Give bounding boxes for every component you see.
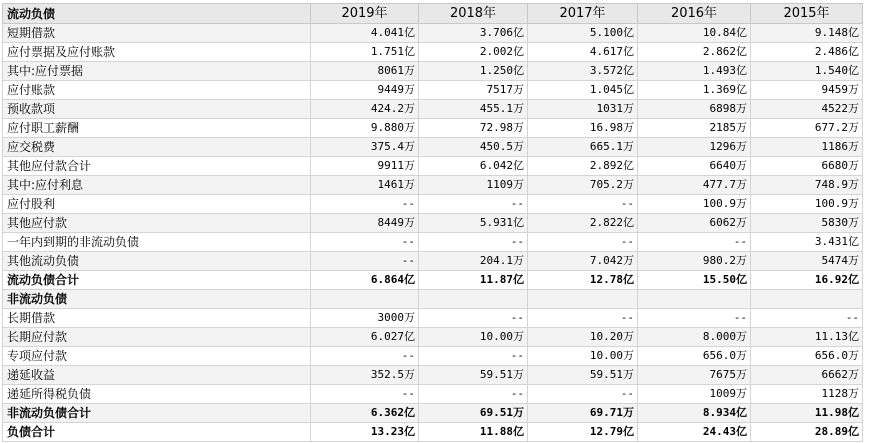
cell-value: 11.13亿 — [751, 328, 863, 347]
cell-value: 11.88亿 — [419, 423, 528, 442]
cell-value: 450.5万 — [419, 138, 528, 157]
table-row — [3, 290, 863, 309]
row-label: 短期借款 — [3, 24, 311, 43]
cell-value: 10.00万 — [419, 328, 528, 347]
cell-value: 705.2万 — [528, 176, 638, 195]
cell-value: 204.1万 — [419, 252, 528, 271]
table-row — [3, 328, 863, 347]
cell-value: 16.92亿 — [751, 271, 863, 290]
cell-value: 6.027亿 — [311, 328, 419, 347]
cell-value: 5.931亿 — [419, 214, 528, 233]
section-label-current-liabilities: 流动负债 — [3, 4, 311, 24]
cell-value: 10.84亿 — [638, 24, 751, 43]
cell-value: 9.880万 — [311, 119, 419, 138]
table-row — [3, 404, 863, 423]
cell-value: -- — [751, 309, 863, 328]
cell-value: 7517万 — [419, 81, 528, 100]
row-label: 负债合计 — [3, 423, 311, 442]
row-label: 流动负债合计 — [3, 271, 311, 290]
cell-value: 7.042万 — [528, 252, 638, 271]
row-label: 应付职工薪酬 — [3, 119, 311, 138]
cell-value: 3.431亿 — [751, 233, 863, 252]
row-label: 应付账款 — [3, 81, 311, 100]
year-header-2019: 2019年 — [311, 4, 419, 24]
cell-value: 5.100亿 — [528, 24, 638, 43]
cell-value — [419, 290, 528, 309]
cell-value: 1031万 — [528, 100, 638, 119]
cell-value — [311, 290, 419, 309]
cell-value: -- — [419, 195, 528, 214]
cell-value: 10.20万 — [528, 328, 638, 347]
cell-value: 16.98万 — [528, 119, 638, 138]
cell-value: 3.706亿 — [419, 24, 528, 43]
cell-value — [638, 290, 751, 309]
cell-value: 1109万 — [419, 176, 528, 195]
row-label: 应付股利 — [3, 195, 311, 214]
cell-value: 59.51万 — [528, 366, 638, 385]
table-row — [3, 62, 863, 81]
table-row — [3, 81, 863, 100]
row-label: 递延收益 — [3, 366, 311, 385]
cell-value: 6640万 — [638, 157, 751, 176]
cell-value: 5830万 — [751, 214, 863, 233]
cell-value: 9.148亿 — [751, 24, 863, 43]
row-label: 应付票据及应付账款 — [3, 43, 311, 62]
cell-value: 6.362亿 — [311, 404, 419, 423]
row-label: 其他流动负债 — [3, 252, 311, 271]
cell-value: 28.89亿 — [751, 423, 863, 442]
cell-value: 9449万 — [311, 81, 419, 100]
cell-value: 5474万 — [751, 252, 863, 271]
cell-value: 748.9万 — [751, 176, 863, 195]
cell-value: 6898万 — [638, 100, 751, 119]
table-row — [3, 157, 863, 176]
cell-value: -- — [311, 347, 419, 366]
year-header-2016: 2016年 — [638, 4, 751, 24]
cell-value: -- — [311, 195, 419, 214]
cell-value: 1.045亿 — [528, 81, 638, 100]
cell-value: -- — [528, 309, 638, 328]
cell-value: 6680万 — [751, 157, 863, 176]
cell-value: 1296万 — [638, 138, 751, 157]
row-label: 其他应付款合计 — [3, 157, 311, 176]
row-label: 一年内到期的非流动负债 — [3, 233, 311, 252]
cell-value: 100.9万 — [751, 195, 863, 214]
row-label: 递延所得税负债 — [3, 385, 311, 404]
cell-value: 3.572亿 — [528, 62, 638, 81]
row-label: 非流动负债合计 — [3, 404, 311, 423]
cell-value: 8449万 — [311, 214, 419, 233]
table-row — [3, 271, 863, 290]
cell-value: 11.98亿 — [751, 404, 863, 423]
row-label: 预收款项 — [3, 100, 311, 119]
cell-value: 656.0万 — [638, 347, 751, 366]
cell-value: -- — [419, 309, 528, 328]
header-row — [3, 4, 863, 24]
cell-value: 677.2万 — [751, 119, 863, 138]
cell-value: 1.369亿 — [638, 81, 751, 100]
cell-value: 11.87亿 — [419, 271, 528, 290]
cell-value: 13.23亿 — [311, 423, 419, 442]
cell-value: 980.2万 — [638, 252, 751, 271]
cell-value: 375.4万 — [311, 138, 419, 157]
table-row — [3, 43, 863, 62]
cell-value: 455.1万 — [419, 100, 528, 119]
cell-value: 4.041亿 — [311, 24, 419, 43]
cell-value: 8061万 — [311, 62, 419, 81]
cell-value: 1.751亿 — [311, 43, 419, 62]
cell-value: -- — [311, 385, 419, 404]
year-header-2015: 2015年 — [751, 4, 863, 24]
cell-value: -- — [419, 347, 528, 366]
table-row — [3, 423, 863, 442]
row-label: 长期借款 — [3, 309, 311, 328]
cell-value: 8.934亿 — [638, 404, 751, 423]
cell-value: 3000万 — [311, 309, 419, 328]
row-label: 应交税费 — [3, 138, 311, 157]
cell-value: 4522万 — [751, 100, 863, 119]
table-row — [3, 119, 863, 138]
cell-value: 10.00万 — [528, 347, 638, 366]
cell-value: 2185万 — [638, 119, 751, 138]
cell-value: -- — [528, 385, 638, 404]
cell-value: -- — [638, 309, 751, 328]
cell-value: 1186万 — [751, 138, 863, 157]
cell-value — [528, 290, 638, 309]
cell-value: 352.5万 — [311, 366, 419, 385]
liabilities-table — [2, 3, 863, 442]
cell-value: -- — [419, 233, 528, 252]
table-row — [3, 176, 863, 195]
cell-value: 1128万 — [751, 385, 863, 404]
cell-value: 424.2万 — [311, 100, 419, 119]
cell-value: 1461万 — [311, 176, 419, 195]
cell-value: 15.50亿 — [638, 271, 751, 290]
cell-value: -- — [311, 233, 419, 252]
cell-value: 2.892亿 — [528, 157, 638, 176]
cell-value: 2.486亿 — [751, 43, 863, 62]
cell-value: 69.71万 — [528, 404, 638, 423]
table-row — [3, 195, 863, 214]
cell-value: 6.042亿 — [419, 157, 528, 176]
cell-value: 9911万 — [311, 157, 419, 176]
table-row — [3, 347, 863, 366]
row-label: 其他应付款 — [3, 214, 311, 233]
row-label: 其中:应付利息 — [3, 176, 311, 195]
cell-value: 24.43亿 — [638, 423, 751, 442]
cell-value: 4.617亿 — [528, 43, 638, 62]
cell-value: 1.250亿 — [419, 62, 528, 81]
cell-value: -- — [638, 233, 751, 252]
cell-value: 477.7万 — [638, 176, 751, 195]
cell-value: 72.98万 — [419, 119, 528, 138]
row-label: 长期应付款 — [3, 328, 311, 347]
table-row — [3, 385, 863, 404]
cell-value: 100.9万 — [638, 195, 751, 214]
cell-value: 1.540亿 — [751, 62, 863, 81]
cell-value: 59.51万 — [419, 366, 528, 385]
cell-value: 2.862亿 — [638, 43, 751, 62]
cell-value: 2.822亿 — [528, 214, 638, 233]
table-row — [3, 366, 863, 385]
row-label: 其中:应付票据 — [3, 62, 311, 81]
table-row — [3, 214, 863, 233]
cell-value: 1.493亿 — [638, 62, 751, 81]
cell-value — [751, 290, 863, 309]
cell-value: -- — [311, 252, 419, 271]
cell-value: 12.79亿 — [528, 423, 638, 442]
cell-value: 6662万 — [751, 366, 863, 385]
cell-value: 665.1万 — [528, 138, 638, 157]
table-row — [3, 309, 863, 328]
cell-value: 9459万 — [751, 81, 863, 100]
cell-value: -- — [528, 195, 638, 214]
cell-value: 6.864亿 — [311, 271, 419, 290]
table-row — [3, 233, 863, 252]
row-label: 非流动负债 — [3, 290, 311, 309]
table-row — [3, 24, 863, 43]
cell-value: 12.78亿 — [528, 271, 638, 290]
cell-value: 2.002亿 — [419, 43, 528, 62]
cell-value: -- — [419, 385, 528, 404]
table-row — [3, 252, 863, 271]
cell-value: -- — [528, 233, 638, 252]
table-row — [3, 100, 863, 119]
cell-value: 656.0万 — [751, 347, 863, 366]
row-label: 专项应付款 — [3, 347, 311, 366]
cell-value: 1009万 — [638, 385, 751, 404]
cell-value: 8.000万 — [638, 328, 751, 347]
cell-value: 6062万 — [638, 214, 751, 233]
year-header-2017: 2017年 — [528, 4, 638, 24]
cell-value: 7675万 — [638, 366, 751, 385]
cell-value: 69.51万 — [419, 404, 528, 423]
table-row — [3, 138, 863, 157]
year-header-2018: 2018年 — [419, 4, 528, 24]
